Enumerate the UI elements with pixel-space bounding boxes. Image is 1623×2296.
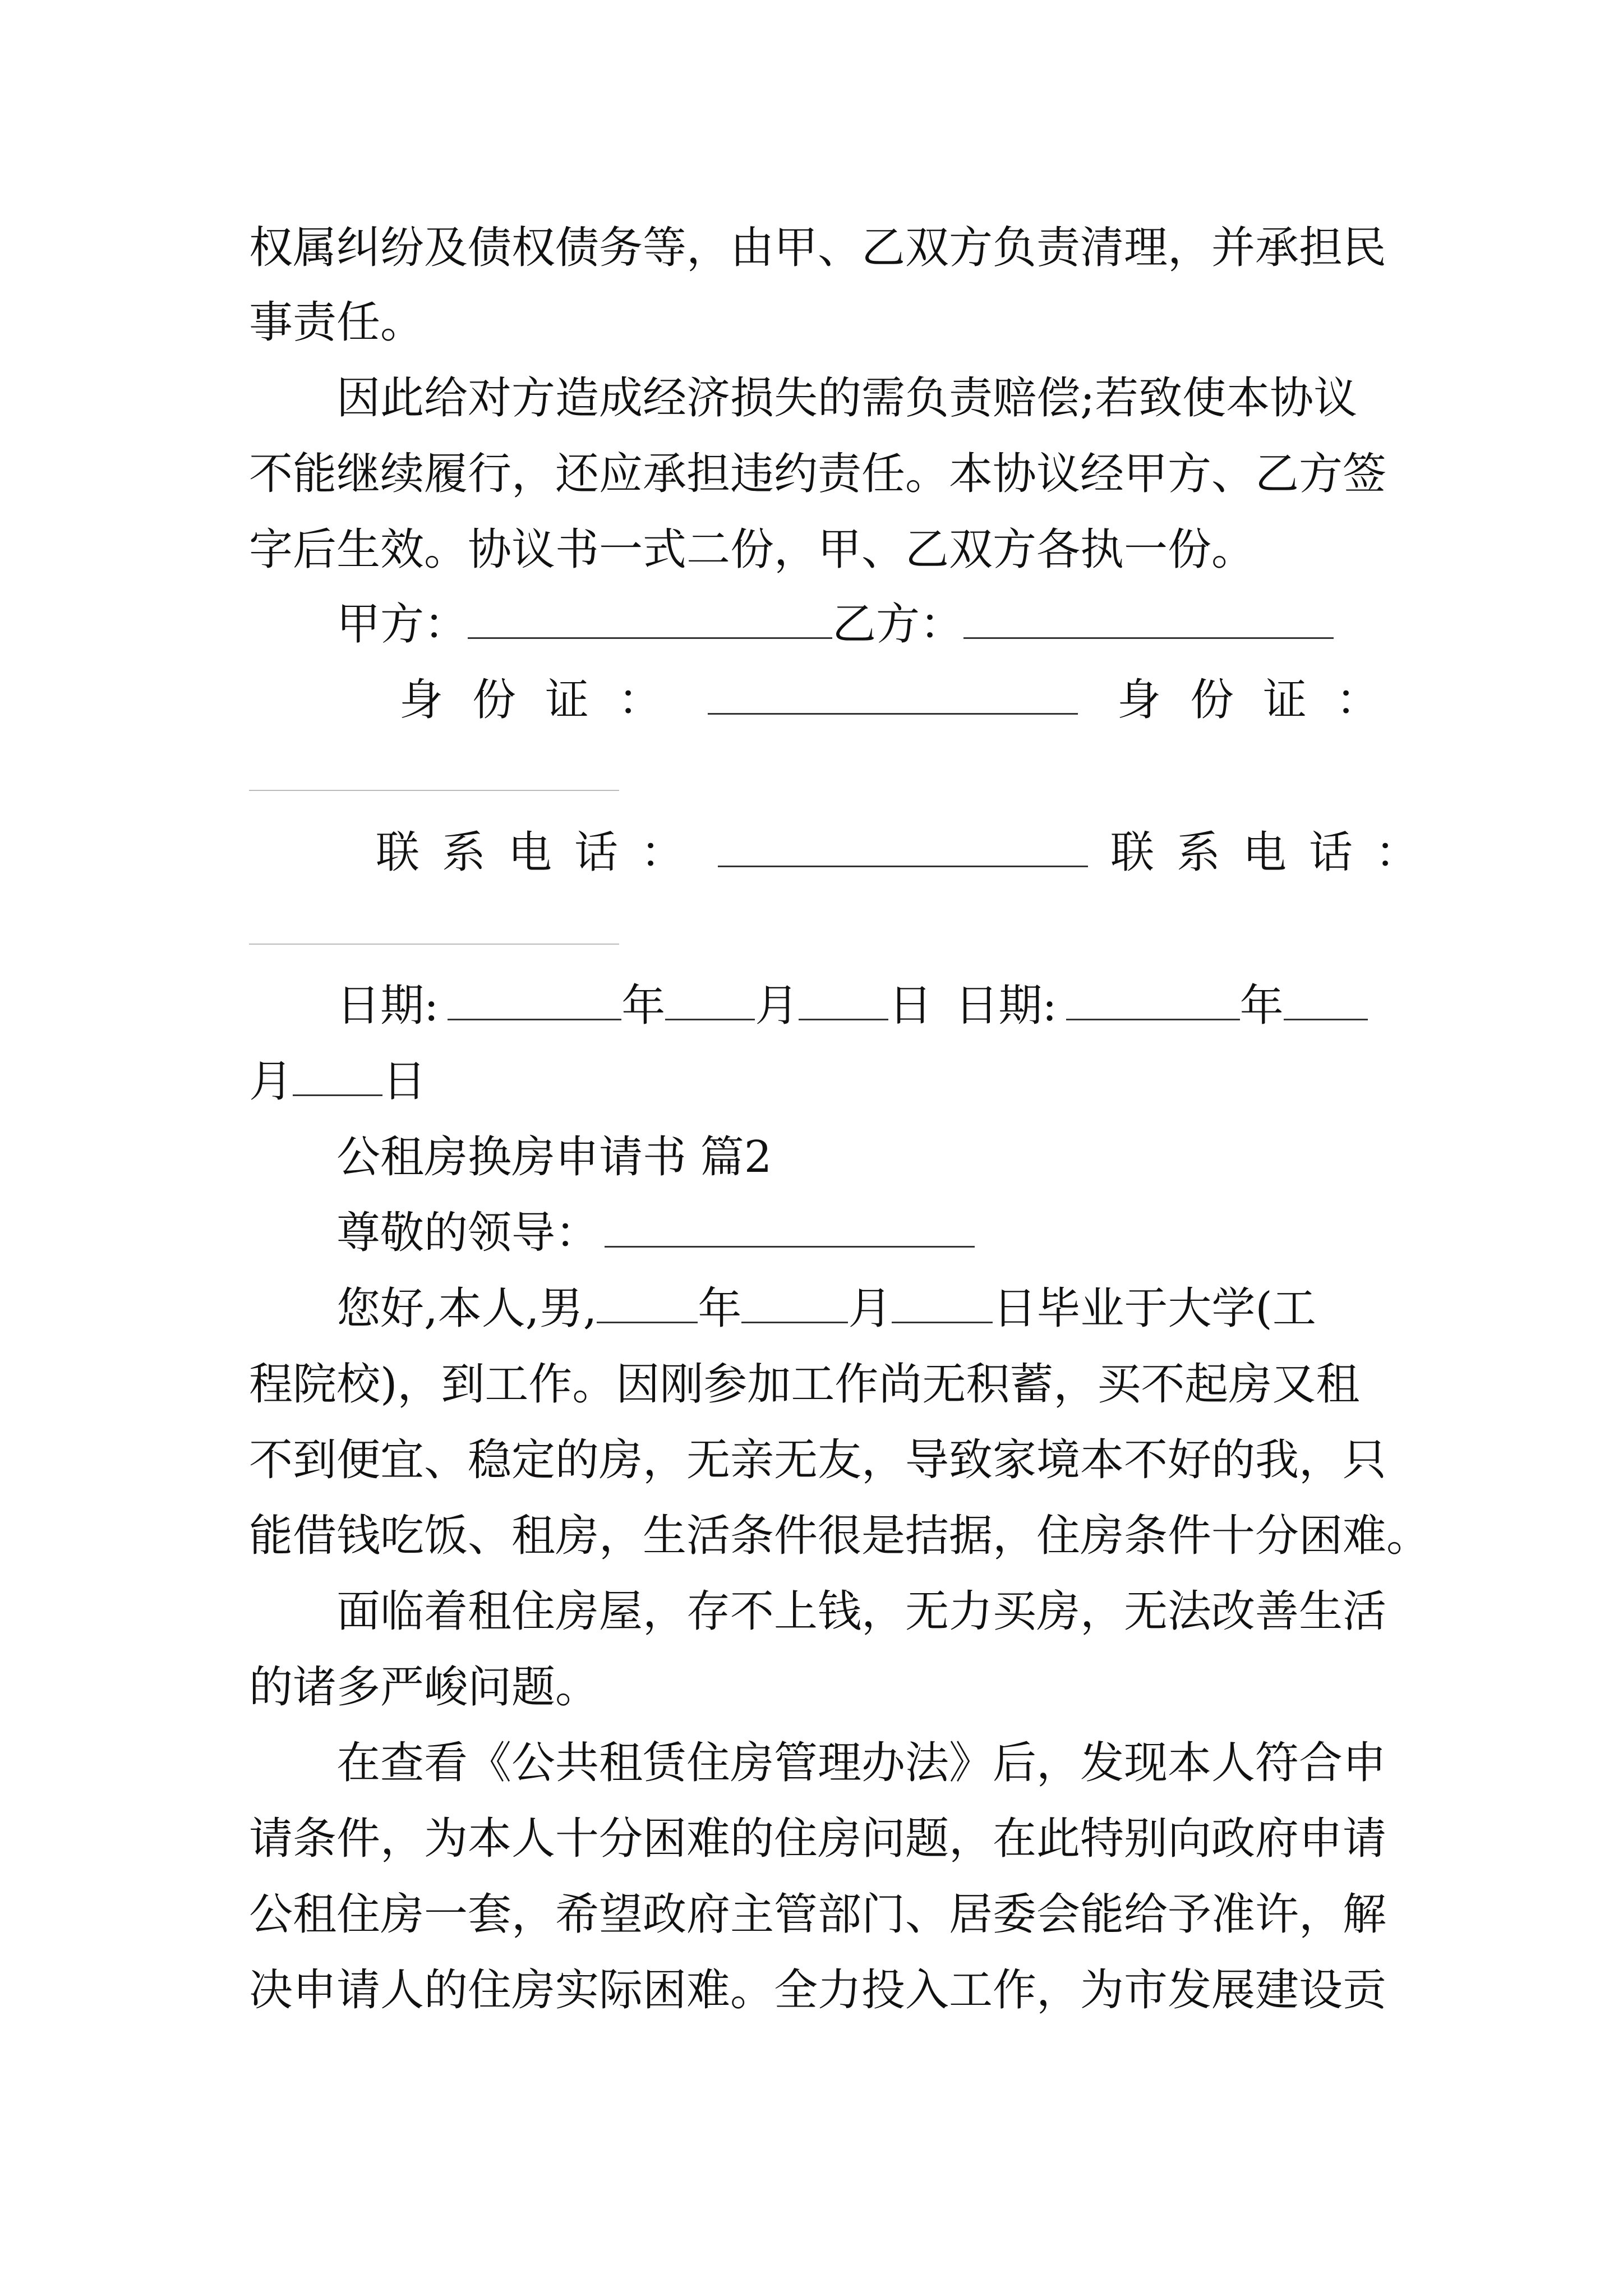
section-2-paragraph-1-line-2: 程院校)，到工作。因刚参加工作尚无积蓄，买不起房又租: [249, 1359, 1360, 1410]
date-a-year-blank: [448, 979, 621, 1020]
section-2-heading: 公租房换房申请书 篇2: [336, 1132, 772, 1182]
id-b-label: 身份证：: [1117, 675, 1409, 725]
date-a-year-label: 年: [621, 981, 666, 1031]
phone-b-blank: [249, 944, 619, 945]
id-a-blank: [708, 674, 1078, 715]
section-2-paragraph-1-line-1: [336, 1281, 1316, 1337]
section-2-paragraph-2-line-1: 面临着租住房屋，存不上钱，无力买房，无法改善生活: [336, 1586, 1387, 1637]
section-2-paragraph-2-line-2: 的诸多严峻问题。: [249, 1662, 600, 1713]
phone-a-label: 联系电话：: [376, 827, 707, 878]
party-a-label: 甲方：: [336, 599, 468, 650]
date-a-month-blank: [665, 979, 755, 1020]
id-line: [399, 672, 1409, 728]
date-b-day-blank: [293, 1055, 382, 1096]
party-a-blank: [468, 598, 832, 639]
id-a-label: 身份证：: [399, 675, 691, 725]
date-b-month-blank-1: [1284, 979, 1368, 1020]
phone-a-blank: [718, 826, 1088, 867]
graduation-month-blank: [741, 1282, 848, 1323]
section-2-paragraph-3-line-1: 在查看《公共租赁住房管理办法》后，发现本人符合申: [336, 1738, 1387, 1788]
party-b-label: 乙方：: [832, 599, 964, 650]
salutation: 尊敬的领导：: [336, 1208, 600, 1258]
date-b-month-label: 月: [249, 1056, 293, 1107]
salutation-blank: [605, 1207, 975, 1248]
section-2-paragraph-3-line-2: 请条件，为本人十分困难的住房问题，在此特别向政府申请: [249, 1814, 1387, 1864]
paragraph-1-line-2: 事责任。: [249, 297, 425, 348]
date-b-label: 日期:: [955, 981, 1057, 1031]
date-line-continued: [249, 1053, 426, 1110]
date-b-day-label: 日: [382, 1056, 427, 1107]
section-2-paragraph-3-line-4: 决申请人的住房实际困难。全力投入工作，为市发展建设贡: [249, 1965, 1387, 2016]
date-b-year-label: 年: [1239, 981, 1284, 1031]
section-2-paragraph-1-line-3: 不到便宜、稳定的房，无亲无友，导致家境本不好的我，只: [249, 1435, 1387, 1485]
graduation-year-label: 年: [698, 1283, 742, 1334]
paragraph-1-line-1: 权属纠纷及债权债务等，由甲、乙双方负责清理，并承担民: [249, 223, 1387, 273]
paragraph-2-line-1: 因此给对方造成经济损失的需负责赔偿;若致使本协议: [336, 373, 1358, 424]
phone-line: [376, 825, 1441, 881]
paragraph-2-line-3: 字后生效。协议书一式二份，甲、乙双方各执一份。: [249, 524, 1256, 575]
greeting-text: 您好,本人,男,: [336, 1283, 597, 1334]
graduation-rest-text: 日毕业于大学(工: [993, 1283, 1316, 1334]
paragraph-2-line-2: 不能继续履行，还应承担违约责任。本协议经甲方、乙方签: [249, 449, 1387, 499]
date-a-month-label: 月: [755, 981, 799, 1031]
graduation-day-blank: [892, 1282, 993, 1323]
salutation-line: [336, 1205, 975, 1261]
graduation-year-blank: [597, 1282, 698, 1323]
date-b-year-blank: [1066, 979, 1240, 1020]
date-a-day-blank: [799, 979, 888, 1020]
party-b-blank: [963, 598, 1334, 639]
graduation-month-label: 月: [848, 1283, 892, 1334]
phone-b-label: 联系电话：: [1110, 827, 1442, 878]
party-line: [336, 596, 1334, 652]
section-2-paragraph-3-line-3: 公租住房一套，希望政府主管部门、居委会能给予准许，解: [249, 1889, 1387, 1940]
date-a-label: 日期:: [336, 981, 439, 1031]
id-b-blank: [249, 790, 619, 791]
date-a-day-label: 日: [888, 981, 933, 1031]
date-line: [336, 978, 1368, 1034]
section-2-paragraph-1-line-4: 能借钱吃饭、租房，生活条件很是拮据，住房条件十分困难。: [249, 1511, 1431, 1561]
